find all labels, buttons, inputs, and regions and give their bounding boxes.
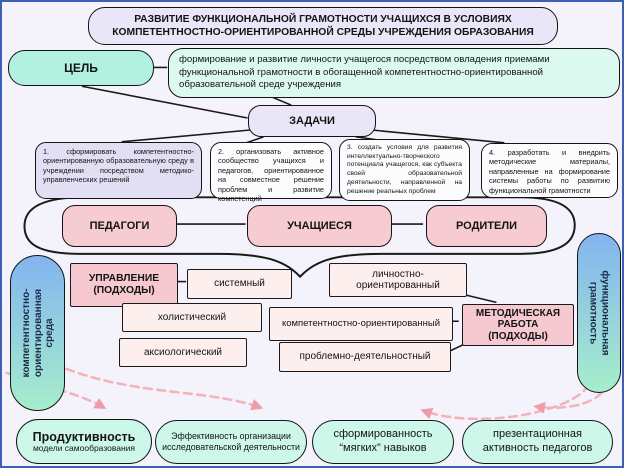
result-2-text: Эффективность организации исследовательской деятельности [162,431,300,452]
task-card-4: 4. разработать и внедрить методические материалы, направленные на формирование системы работы по развитию функциональной грамотности [481,143,618,198]
result-1-subtitle: модели самообразования [32,443,136,453]
methodical-work-hub: МЕТОДИЧЕСКАЯ РАБОТА (ПОДХОДЫ) [462,304,574,346]
result-oval-soft-skills [312,420,454,464]
side-pill-left-label: компетентностно-ориентированная среда [20,288,55,378]
goal-label: ЦЕЛЬ [8,50,154,86]
result-1-title: Продуктивность [32,430,136,444]
approach-competence-oriented: компетентностно-ориентированный [269,307,453,341]
approach-axiological: аксиологический [119,338,247,367]
task-card-1: 1. сформировать компетентностно-ориентированную образовательную среду в учреждении посредством методико-управленческих решений [35,142,202,199]
task-card-3: 3. создать условия для развития интеллектуально-творческого потенциала учащегося, как субъекта своей образовательной деятельности, направленной на решение реальных проблем [339,139,470,201]
participant-teachers: ПЕДАГОГИ [62,205,177,247]
side-pill-competence-environment [10,255,65,411]
goal-text [168,48,620,98]
side-pill-right-label: функциональная грамотность [588,270,611,356]
participant-parents: РОДИТЕЛИ [426,205,547,247]
side-pill-functional-literacy [577,233,621,393]
approach-holistic: холистический [122,303,262,332]
result-oval-self-education [16,419,152,464]
approach-person-oriented: личностно-ориентированный [329,263,467,297]
result-oval-research-activity [155,420,307,464]
dashed-result-arrows [7,369,602,419]
diagram-title: РАЗВИТИЕ ФУНКЦИОНАЛЬНОЙ ГРАМОТНОСТИ УЧАЩИХСЯ В УСЛОВИЯХ КОМПЕТЕНТНОСТНО-ОРИЕНТИРОВАННОЙ СРЕДЫ УЧРЕЖДЕНИЯ ОБРАЗОВАНИЯ [88,7,558,45]
participant-students: УЧАЩИЕСЯ [247,205,392,247]
tasks-label: ЗАДАЧИ [248,105,376,137]
approach-problem-activity: проблемно-деятельностный [279,342,451,372]
result-4-text: презентационная активность педагогов [482,428,593,454]
task-card-2: 2. организовать активное сообщество учащихся и педагогов, ориентированное на совместное решение проблем и развитие компетенций [210,142,332,199]
management-approaches-hub: УПРАВЛЕНИЕ (ПОДХОДЫ) [70,263,178,307]
goal-text-content: формирование и развитие личности учащегося посредством овладения приемами функциональной грамотности в обогащенной компетентностно-ориентированной образовательной среде учреждения [179,54,550,91]
result-oval-presentation-activity [462,420,613,464]
result-3-text: сформированность “мягких” навыков [333,428,433,454]
approach-system: системный [187,269,292,299]
